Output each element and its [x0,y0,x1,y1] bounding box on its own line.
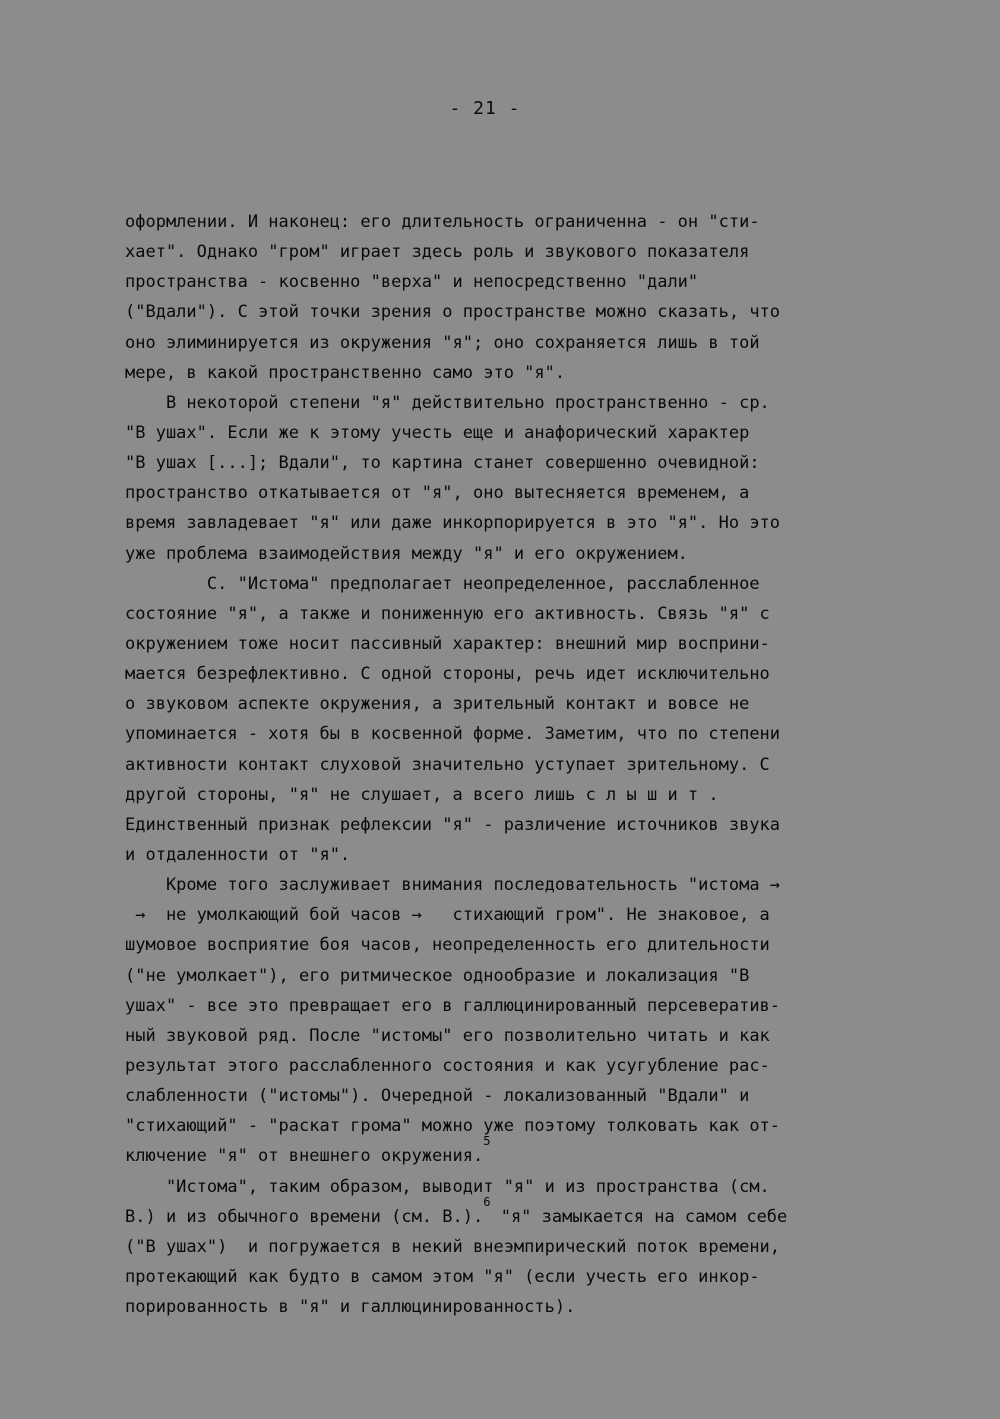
text-line-tail: "я" замыкается на самом себе [490,1206,788,1227]
text-line: состояние "я", а также и пониженную его активность. Связь "я" с [125,603,770,624]
text-line: время завладевает "я" или даже инкорпорируется в это "я". Но это [125,513,781,534]
text-line: мере, в какой пространственно само это "я". [125,362,566,383]
text-line: мается безрефлективно. С одной стороны, речь идет исключительно [125,664,770,685]
text-line: С. "Истома" предполагает неопределенное, расслабленное [125,573,760,594]
text-line: порированность в "я" и галлюцинированность). [125,1297,576,1318]
text-line: "Истома", таким образом, выводит "я" и из пространства (см. [125,1176,770,1197]
text-line: уже проблема взаимодействия между "я" и его окружением. [125,543,688,564]
footnote-mark: 6 [483,1194,491,1209]
text-line: окружением тоже носит пассивный характер: внешний мир восприни- [125,633,770,654]
text-line: → не умолкающий бой часов → стихающий гром". Не знаковое, а [125,905,770,926]
body-text [125,207,925,1322]
text-line: ("не умолкает"), его ритмическое однообразие и локализация "В [125,965,750,986]
text-line: протекающий как будто в самом этом "я" (если учесть его инкор- [125,1266,760,1287]
text-line: ("Вдали"). С этой точки зрения о пространстве можно сказать, что [125,302,781,323]
text-line: В.) и из обычного времени (см. В.). [125,1206,484,1227]
text-line: ушах" - все это превращает его в галлюцинированный персевератив- [125,995,781,1016]
text-line: "В ушах [...]; Вдали", то картина станет совершенно очевидной: [125,453,760,474]
page-number: - 21 - [449,98,521,119]
text-line: "В ушах". Если же к этому учесть еще и анафорический характер [125,422,750,443]
text-line: и отдаленности от "я". [125,844,351,865]
text-line: В некоторой степени "я" действительно пространственно - ср. [125,392,770,413]
text-line: шумовое восприятие боя часов, неопределенность его длительности [125,935,770,956]
text-line: Единственный признак рефлексии "я" - различение источников звука [125,814,781,835]
text-line-with-footnote [125,1194,925,1232]
text-line-with-footnote [125,1134,925,1171]
text-line: слабленности ("истомы"). Очередной - локализованный "Вдали" и [125,1086,750,1107]
text-line: ("В ушах") и погружается в некий внеэмпирический поток времени, [125,1236,781,1257]
footnote-mark: 5 [483,1134,491,1149]
text-line: ключение "я" от внешнего окружения. [125,1146,484,1167]
text-line: Кроме того заслуживает внимания последовательность "истома → [125,875,781,896]
text-line: пространства - косвенно "верха" и непосредственно "дали" [125,272,699,293]
text-line: хает". Однако "гром" играет здесь роль и звукового показателя [125,242,750,263]
text-line: о звуковом аспекте окружения, а зрительный контакт и вовсе не [125,694,750,715]
text-line: оформлении. И наконец: его длительность ограниченна - он "сти- [125,212,760,232]
text-line: оно элиминируется из окружения "я"; оно сохраняется лишь в той [125,332,760,353]
text-line: "стихающий" - "раскат грома" можно уже поэтому толковать как от- [125,1116,781,1137]
text-line: ный звуковой ряд. После "истомы" его позволительно читать и как [125,1025,770,1046]
text-line: упоминается - хотя бы в косвенной форме. Заметим, что по степени [125,724,781,745]
text-line: пространство откатывается от "я", оно вытесняется временем, а [125,483,750,504]
text-line: другой стороны, "я" не слушает, а всего лишь с л ы ш и т . [125,784,719,805]
text-line: результат этого расслабленного состояния и как усугубление рас- [125,1055,770,1076]
text-line: активности контакт слуховой значительно уступает зрительному. С [125,754,770,775]
